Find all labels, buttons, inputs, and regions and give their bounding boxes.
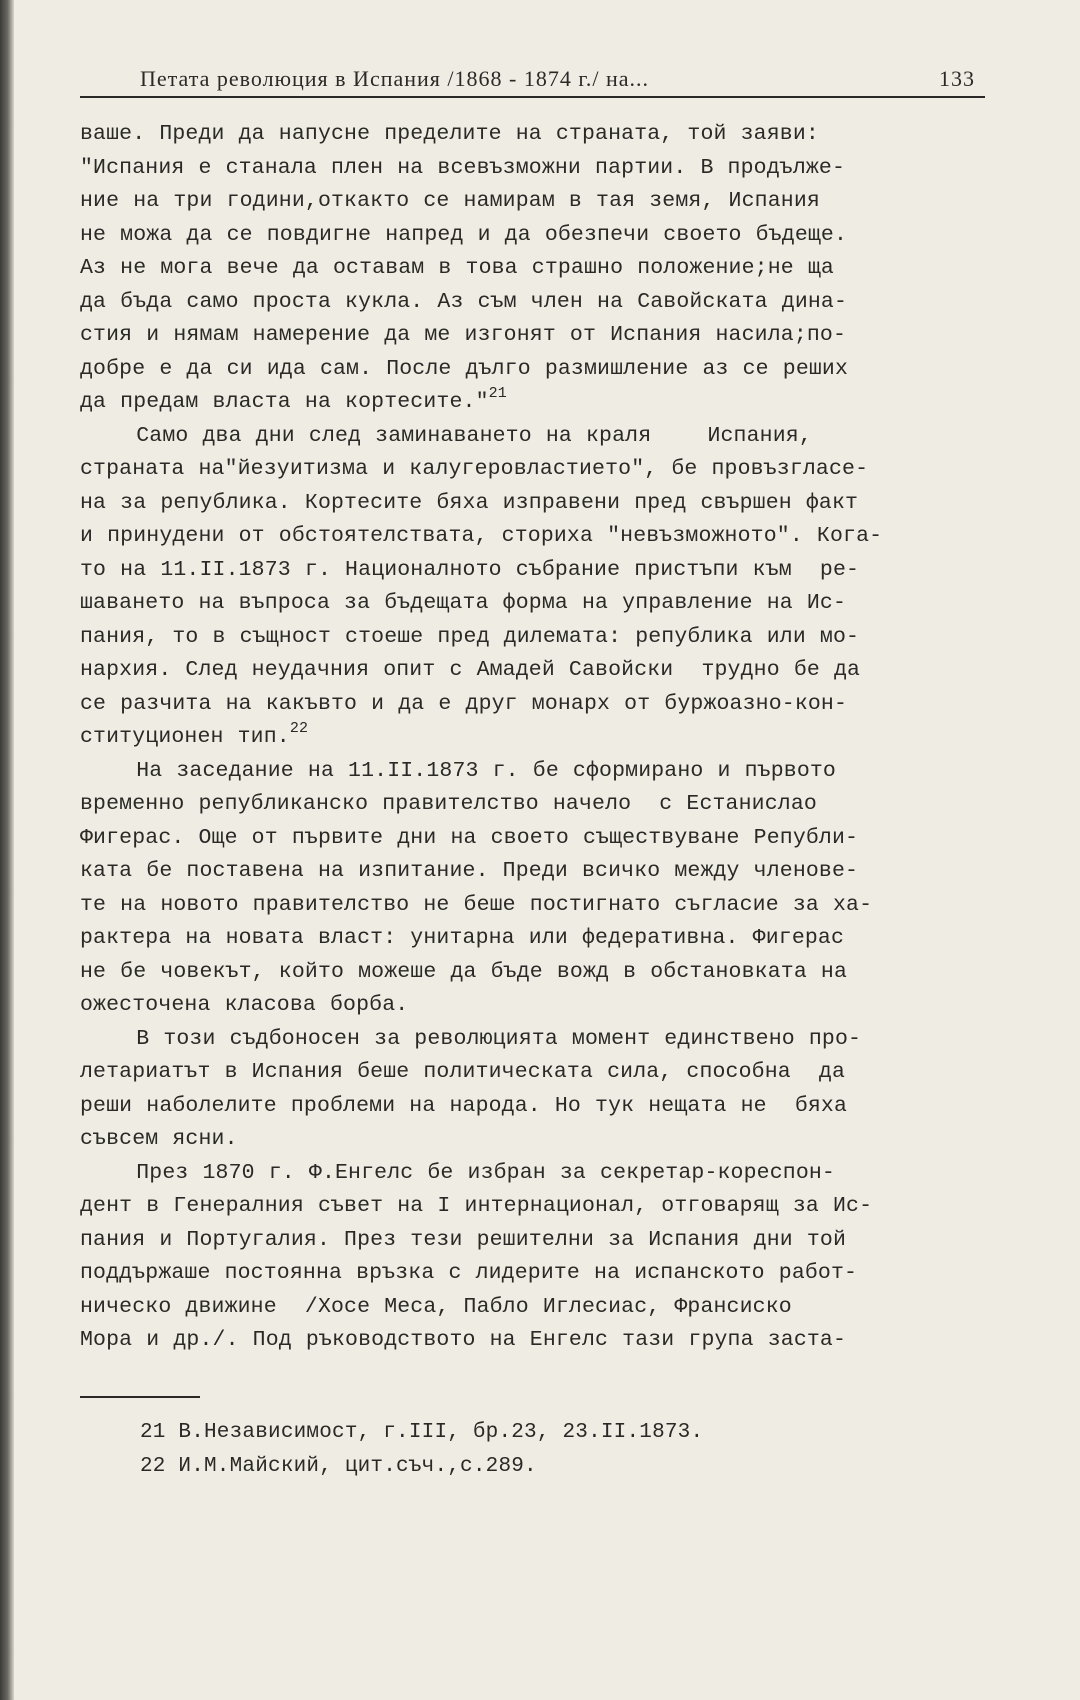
text-line: то на 11.II.1873 г. Националното събрание пристъпи към ре- (80, 557, 860, 582)
book-page (80, 60, 985, 1484)
text-line: стия и нямам намерение да ме изгонят от Испания насила;по- (80, 323, 847, 347)
text-line: ожесточена класова борба. (80, 993, 409, 1017)
paragraph (80, 1023, 985, 1157)
text-line: Аз не мога вече да оставам в това страшно положение;не ща (80, 256, 834, 280)
text-line: Само два дни след заминаването на краля Испания, (80, 423, 812, 448)
text-line: да предам власта на кортесите."$^{21}$ (80, 385, 507, 414)
page-number: 133 (939, 66, 975, 91)
text-line: нархия. След неудачния опит с Амадей Савойски трудно бе да (80, 658, 861, 682)
text-line: рактера на новата власт: унитарна или федеративна. Фигерас (80, 926, 845, 950)
text-line: не бе човекът, който можеше да бъде вожд в обстановката на (80, 959, 848, 984)
text-line: не можа да се повдигне напред и да обезпечи своето бъдеще. (80, 222, 848, 247)
text-line: реши наболелите проблеми на народа. Но тук нещата не бяха (80, 1093, 848, 1118)
text-line: Фигерас. Още от първите дни на своето съществуване Републи- (80, 825, 859, 850)
text-line: ституционен тип.$^{22}$ (80, 720, 309, 749)
text-line: дент в Генералния съвет на I интернационал, отговарящ за Ис- (80, 1194, 873, 1218)
text-line: поддържаше постоянна връзка с лидерите на испанското работ- (80, 1261, 858, 1285)
footnote-ref: 21 (488, 385, 507, 402)
text-line: ние на три години,откакто се намирам в тая земя, Испания (80, 189, 820, 213)
text-line: летариатът в Испания беше политическата сила, способна да (80, 1060, 846, 1084)
running-header (80, 60, 985, 98)
text-line: Мора и др./. Под ръководството на Енгелс тази група заста- (80, 1328, 847, 1352)
text-line: През 1870 г. Ф.Енгелс бе избран за секретар-кореспон- (80, 1160, 835, 1185)
text-line: ваше. Преди да напусне пределите на страната, той заяви: (80, 122, 819, 146)
text-line: се разчита на какъвто и да е друг монарх от буржоазно-кон- (80, 691, 848, 716)
text-line: на за република. Кортесите бяха изправени пред свършен факт (80, 490, 859, 515)
text-line: В този съдбоносен за революцията момент единствено про- (80, 1026, 862, 1051)
text-line: "Испания е станала плен на всевъзможни партии. В продълже- (80, 155, 846, 180)
text-line: ката бе поставена на изпитание. Преди всичко между членове- (80, 859, 859, 883)
paragraph (80, 1157, 985, 1358)
text-line: да бъда само проста кукла. Аз съм член на Савойската дина- (80, 289, 848, 314)
text-line: временно републиканско правителство начело с Естанислао (80, 792, 817, 816)
footnotes (140, 1416, 985, 1484)
paragraph (80, 118, 985, 420)
text-line: и принудени от обстоятелствата, сториха "невъзможното". Кога- (80, 524, 883, 548)
text-line: те на новото правителство не беше постигнато съгласие за ха- (80, 892, 873, 917)
text-line: ническо движине /Хосе Меса, Пабло Иглесиас, Франсиско (80, 1294, 792, 1319)
footnote-22: 22 И.М.Майский, цит.съч.,с.289. (140, 1454, 537, 1478)
paragraph (80, 755, 985, 1023)
text-line: съвсем ясни. (80, 1127, 238, 1151)
body-text (80, 118, 985, 1358)
running-title: Петата революция в Испания /1868 - 1874 г./ на... (140, 66, 650, 91)
text-line: страната на"йезуитизма и калугеровластието", бе провъзгласе- (80, 457, 869, 481)
paragraph (80, 420, 985, 755)
footnote-ref: 22 (289, 720, 309, 737)
footnote-separator (80, 1396, 200, 1398)
book-binding-edge (0, 0, 14, 1700)
text-line: добре е да си ида сам. После дълго размишление аз се реших (80, 356, 849, 381)
footnote-21: 21 В.Независимост, г.III, бр.23, 23.II.1873. (140, 1420, 704, 1444)
text-line: пания и Португалия. През тези решителни за Испания дни той (80, 1227, 847, 1252)
text-line: На заседание на 11.II.1873 г. бе сформирано и първото (80, 758, 836, 783)
text-line: пания, то в същност стоеше пред дилемата: република или мо- (80, 624, 860, 649)
text-line: шаването на въпроса за бъдещата форма на управление на Ис- (80, 591, 847, 615)
